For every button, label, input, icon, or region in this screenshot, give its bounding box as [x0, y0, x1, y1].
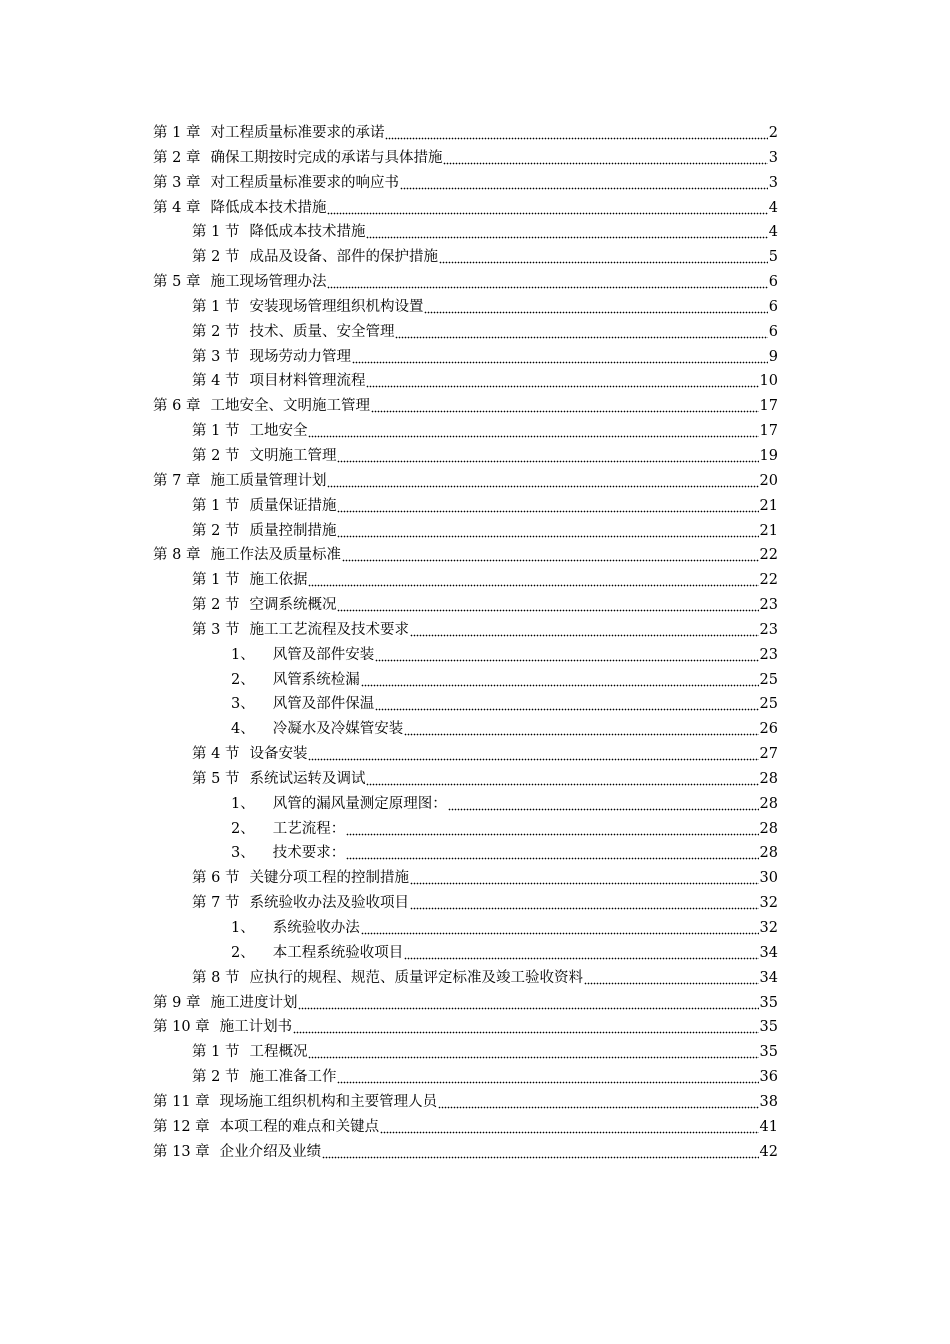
toc-entry[interactable] — [153, 1065, 778, 1090]
toc-entry-page-number: 6 — [768, 274, 778, 291]
toc-entry-number: 第 13 章 — [153, 1143, 210, 1160]
toc-entry-number: 2、 — [231, 944, 255, 961]
toc-entry-page-number: 9 — [768, 348, 778, 365]
toc-entry-number: 2、 — [231, 820, 255, 837]
toc-entry-page-number: 35 — [759, 1044, 778, 1061]
toc-entry-page-number: 19 — [759, 447, 778, 464]
toc-entry-title: 空调系统概况 — [249, 597, 337, 614]
toc-entry-page-number: 23 — [759, 597, 778, 614]
toc-entry[interactable] — [153, 717, 778, 742]
toc-entry-title: 质量保证措施 — [249, 497, 337, 514]
toc-dot-leader — [584, 966, 759, 991]
toc-entry-number: 第 1 节 — [192, 497, 240, 514]
toc-entry[interactable] — [153, 121, 778, 146]
toc-entry-page-number: 20 — [759, 472, 778, 489]
toc-entry-page-number: 28 — [759, 845, 778, 862]
toc-entry-number: 4、 — [231, 721, 255, 738]
toc-entry-page-number: 3 — [768, 174, 778, 191]
toc-dot-leader — [342, 543, 759, 568]
toc-entry-title: 成品及设备、部件的保护措施 — [249, 249, 438, 266]
toc-entry[interactable] — [153, 991, 778, 1016]
toc-entry-title: 技术要求： — [272, 845, 346, 862]
toc-dot-leader — [293, 1015, 758, 1040]
toc-entry-number: 第 4 章 — [153, 199, 201, 216]
toc-entry-page-number: 23 — [759, 621, 778, 638]
toc-entry-title: 文明施工管理 — [249, 447, 337, 464]
toc-entry-title: 风管及部件安装 — [272, 646, 375, 663]
toc-entry-number: 第 5 章 — [153, 274, 201, 291]
toc-dot-leader — [337, 494, 758, 519]
toc-entry[interactable] — [153, 494, 778, 519]
toc-entry-number: 第 4 节 — [192, 746, 240, 763]
toc-dot-leader — [410, 891, 759, 916]
toc-dot-leader — [308, 568, 758, 593]
toc-entry-number: 第 5 节 — [192, 770, 240, 787]
toc-entry[interactable] — [153, 1015, 778, 1040]
toc-entry-title: 施工现场管理办法 — [210, 274, 327, 291]
toc-entry-number: 第 1 节 — [192, 224, 240, 241]
toc-entry-title: 降低成本技术措施 — [249, 224, 366, 241]
toc-entry-title: 质量控制措施 — [249, 522, 337, 539]
toc-entry-number: 第 2 节 — [192, 522, 240, 539]
toc-entry-title: 系统验收办法及验收项目 — [249, 895, 409, 912]
toc-entry[interactable] — [153, 866, 778, 891]
toc-entry[interactable] — [153, 419, 778, 444]
toc-entry-title: 降低成本技术措施 — [210, 199, 327, 216]
toc-dot-leader — [337, 444, 758, 469]
toc-entry[interactable] — [153, 742, 778, 767]
toc-entry-page-number: 17 — [759, 398, 778, 415]
toc-entry-page-number: 23 — [759, 646, 778, 663]
toc-entry-title: 施工作法及质量标准 — [210, 547, 341, 564]
toc-entry-title: 系统试运转及调试 — [249, 770, 366, 787]
toc-dot-leader — [337, 593, 758, 618]
toc-dot-leader — [298, 991, 758, 1016]
toc-entry-page-number: 25 — [759, 696, 778, 713]
toc-entry-page-number: 32 — [759, 920, 778, 936]
toc-entry[interactable] — [153, 220, 778, 245]
toc-entry-number: 3、 — [231, 845, 255, 862]
toc-entry[interactable] — [153, 1115, 778, 1140]
toc-entry-page-number: 28 — [759, 795, 778, 812]
toc-entry-title: 工地安全 — [249, 423, 308, 440]
toc-entry[interactable] — [153, 171, 778, 196]
toc-entry-number: 第 3 章 — [153, 174, 201, 191]
toc-entry[interactable] — [153, 270, 778, 295]
toc-entry[interactable] — [153, 543, 778, 568]
toc-entry-title: 工艺流程： — [272, 820, 346, 837]
toc-entry-page-number: 2 — [768, 125, 778, 141]
toc-entry-page-number: 17 — [759, 423, 778, 440]
toc-dot-leader — [395, 320, 767, 345]
toc-dot-leader — [308, 419, 758, 444]
toc-entry[interactable] — [153, 320, 778, 345]
toc-entry[interactable] — [153, 841, 778, 866]
toc-dot-leader — [404, 941, 758, 966]
toc-entry-page-number: 5 — [768, 249, 778, 266]
toc-entry-title: 施工准备工作 — [249, 1069, 337, 1086]
toc-dot-leader — [375, 643, 758, 668]
toc-entry-page-number: 36 — [759, 1069, 778, 1086]
toc-entry[interactable] — [153, 593, 778, 618]
toc-entry[interactable] — [153, 568, 778, 593]
toc-entry-number: 1、 — [231, 795, 255, 812]
toc-entry[interactable] — [153, 345, 778, 370]
toc-dot-leader — [400, 171, 768, 196]
toc-entry-number: 第 4 节 — [192, 373, 240, 390]
toc-entry-title: 确保工期按时完成的承诺与具体措施 — [210, 149, 443, 166]
toc-dot-leader — [424, 295, 767, 320]
toc-entry-number: 第 9 章 — [153, 994, 201, 1011]
toc-entry-page-number: 32 — [759, 895, 778, 912]
toc-entry[interactable] — [153, 941, 778, 966]
toc-entry[interactable] — [153, 692, 778, 717]
toc-entry-page-number: 21 — [759, 522, 778, 539]
toc-entry-page-number: 34 — [759, 969, 778, 986]
toc-entry-number: 第 7 章 — [153, 472, 201, 489]
toc-entry-page-number: 25 — [759, 671, 778, 688]
toc-entry[interactable] — [153, 369, 778, 394]
toc-dot-leader — [361, 916, 759, 941]
toc-dot-leader — [308, 742, 758, 767]
toc-entry-number: 第 3 节 — [192, 621, 240, 638]
toc-dot-leader — [322, 1140, 758, 1165]
toc-entry-page-number: 35 — [759, 1019, 778, 1036]
toc-entry-title: 应执行的规程、规范、质量评定标准及竣工验收资料 — [249, 969, 583, 986]
toc-entry-title: 工程概况 — [249, 1044, 308, 1061]
toc-entry-number: 第 2 节 — [192, 249, 240, 266]
toc-entry[interactable] — [153, 817, 778, 842]
toc-dot-leader — [327, 196, 767, 221]
toc-dot-leader — [448, 792, 759, 817]
toc-entry-title: 本工程系统验收项目 — [272, 944, 404, 961]
toc-entry-number: 第 1 节 — [192, 423, 240, 440]
toc-entry-page-number: 4 — [768, 199, 778, 216]
toc-dot-leader — [380, 1115, 758, 1140]
toc-entry-page-number: 34 — [759, 944, 778, 961]
toc-entry-number: 第 2 节 — [192, 597, 240, 614]
toc-dot-leader — [308, 1040, 758, 1065]
toc-entry-page-number: 22 — [759, 547, 778, 564]
toc-entry-number: 第 1 节 — [192, 298, 240, 315]
toc-entry[interactable] — [153, 394, 778, 419]
toc-entry-title: 企业介绍及业绩 — [219, 1143, 322, 1160]
toc-entry-title: 现场劳动力管理 — [249, 348, 351, 365]
toc-entry-number: 3、 — [231, 696, 255, 713]
toc-dot-leader — [439, 245, 768, 270]
toc-entry-page-number: 28 — [759, 820, 778, 837]
toc-entry-number: 第 3 节 — [192, 348, 240, 365]
toc-dot-leader — [438, 1090, 758, 1115]
toc-entry-number: 第 2 节 — [192, 1069, 240, 1086]
toc-entry-page-number: 27 — [759, 746, 778, 763]
toc-entry[interactable] — [153, 1090, 778, 1115]
toc-entry-number: 第 2 节 — [192, 323, 240, 340]
toc-entry-title: 对工程质量标准要求的响应书 — [210, 174, 399, 191]
toc-entry-number: 第 10 章 — [153, 1019, 210, 1036]
toc-entry-page-number: 10 — [759, 373, 778, 390]
toc-entry[interactable] — [153, 916, 778, 941]
toc-entry-number: 1、 — [231, 920, 255, 936]
toc-dot-leader — [346, 817, 758, 842]
toc-entry-title: 安装现场管理组织机构设置 — [249, 298, 424, 315]
table-of-contents — [153, 121, 778, 1164]
toc-entry[interactable] — [153, 245, 778, 270]
toc-entry-page-number: 30 — [759, 870, 778, 887]
toc-entry-number: 第 7 节 — [192, 895, 240, 912]
toc-dot-leader — [404, 717, 758, 742]
toc-entry[interactable] — [153, 295, 778, 320]
toc-dot-leader — [410, 618, 759, 643]
toc-entry-number: 第 6 节 — [192, 870, 240, 887]
toc-entry-number: 2、 — [231, 671, 255, 688]
toc-entry-number: 第 8 章 — [153, 547, 201, 564]
toc-entry[interactable] — [153, 618, 778, 643]
toc-entry-title: 现场施工组织机构和主要管理人员 — [219, 1093, 438, 1110]
toc-entry[interactable] — [153, 891, 778, 916]
toc-entry-title: 技术、质量、安全管理 — [249, 323, 395, 340]
toc-entry[interactable] — [153, 643, 778, 668]
toc-entry[interactable] — [153, 469, 778, 494]
toc-entry-page-number: 6 — [768, 323, 778, 340]
toc-entry-number: 第 6 章 — [153, 398, 201, 415]
toc-dot-leader — [443, 146, 767, 171]
toc-dot-leader — [337, 1065, 758, 1090]
toc-dot-leader — [371, 394, 759, 419]
toc-entry-page-number: 35 — [759, 994, 778, 1011]
toc-dot-leader — [361, 668, 759, 693]
toc-entry[interactable] — [153, 196, 778, 221]
toc-entry[interactable] — [153, 444, 778, 469]
toc-dot-leader — [337, 519, 758, 544]
toc-entry-number: 第 1 节 — [192, 1044, 240, 1061]
toc-entry[interactable] — [153, 767, 778, 792]
toc-entry[interactable] — [153, 668, 778, 693]
toc-entry-number: 第 12 章 — [153, 1118, 210, 1135]
toc-entry-title: 设备安装 — [249, 746, 308, 763]
toc-dot-leader — [375, 692, 758, 717]
toc-entry[interactable] — [153, 146, 778, 171]
toc-dot-leader — [327, 270, 767, 295]
toc-entry-title: 工地安全、文明施工管理 — [210, 398, 370, 415]
toc-dot-leader — [352, 345, 768, 370]
toc-dot-leader — [346, 841, 758, 866]
toc-entry[interactable] — [153, 1140, 778, 1165]
toc-dot-leader — [385, 121, 767, 146]
toc-dot-leader — [366, 767, 758, 792]
toc-entry-title: 施工质量管理计划 — [210, 472, 327, 489]
toc-entry-page-number: 4 — [768, 224, 778, 241]
toc-entry-page-number: 28 — [759, 770, 778, 787]
toc-dot-leader — [366, 220, 767, 245]
toc-entry-title: 施工依据 — [249, 572, 308, 589]
toc-entry-title: 对工程质量标准要求的承诺 — [210, 125, 385, 141]
toc-entry-title: 项目材料管理流程 — [249, 373, 366, 390]
toc-dot-leader — [366, 369, 758, 394]
toc-entry[interactable] — [153, 519, 778, 544]
toc-entry-number: 第 2 章 — [153, 149, 201, 166]
toc-entry-page-number: 26 — [759, 721, 778, 738]
toc-entry-page-number: 21 — [759, 497, 778, 514]
toc-entry[interactable] — [153, 966, 778, 991]
toc-entry-title: 风管系统检漏 — [272, 671, 360, 688]
toc-entry-title: 施工计划书 — [219, 1019, 293, 1036]
toc-entry[interactable] — [153, 792, 778, 817]
toc-entry-title: 施工进度计划 — [210, 994, 298, 1011]
toc-entry-page-number: 6 — [768, 298, 778, 315]
toc-entry-title: 系统验收办法 — [272, 920, 360, 936]
toc-entry-number: 1、 — [231, 646, 255, 663]
toc-entry-title: 冷凝水及冷媒管安装 — [272, 721, 404, 738]
toc-entry-number: 第 1 节 — [192, 572, 240, 589]
toc-entry-title: 施工工艺流程及技术要求 — [249, 621, 409, 638]
toc-entry-title: 风管及部件保温 — [272, 696, 375, 713]
toc-entry-title: 风管的漏风量测定原理图： — [272, 795, 447, 812]
toc-entry-title: 本项工程的难点和关键点 — [219, 1118, 380, 1135]
toc-entry-number: 第 2 节 — [192, 447, 240, 464]
toc-entry-number: 第 8 节 — [192, 969, 240, 986]
toc-entry-page-number: 42 — [759, 1143, 778, 1160]
toc-entry[interactable] — [153, 1040, 778, 1065]
toc-entry-title: 关键分项工程的控制措施 — [249, 870, 409, 887]
toc-entry-page-number: 38 — [759, 1093, 778, 1110]
toc-dot-leader — [327, 469, 758, 494]
toc-dot-leader — [410, 866, 759, 891]
toc-entry-page-number: 41 — [759, 1118, 778, 1135]
toc-entry-page-number: 22 — [759, 572, 778, 589]
toc-entry-number: 第 1 章 — [153, 125, 201, 141]
toc-entry-page-number: 3 — [768, 149, 778, 166]
toc-entry-number: 第 11 章 — [153, 1093, 210, 1110]
